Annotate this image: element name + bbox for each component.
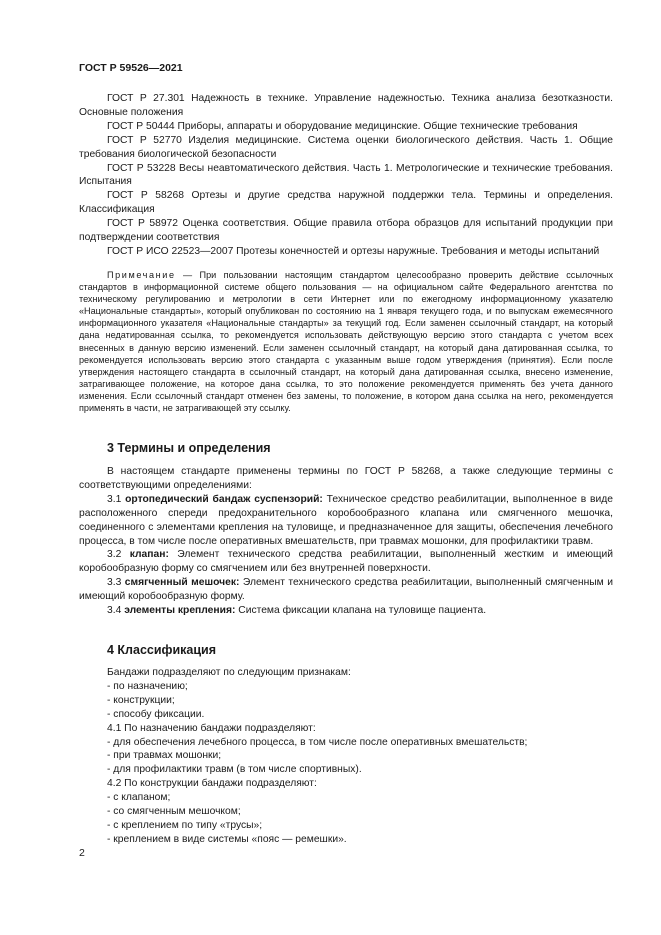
term-definition: 3.4 элементы крепления: Система фиксации клапана на туловище пациента. xyxy=(107,605,487,617)
list-item: - с креплением по типу «трусы»; xyxy=(107,819,263,831)
list-item: Бандажи подразделяют по следующим признакам: xyxy=(107,667,351,678)
list-item: - способу фиксации. xyxy=(107,708,205,720)
list-item: - при травмах мошонки; xyxy=(107,750,222,762)
document-code-header: ГОСТ Р 59526—2021 xyxy=(79,62,183,74)
section-4-heading: 4 Классификация xyxy=(107,643,217,657)
reference-item: ГОСТ Р 50444 Приборы, аппараты и оборудование медицинские. Общие технические требования xyxy=(107,120,578,132)
note-label: Примечание xyxy=(107,270,176,280)
section-3-heading: 3 Термины и определения xyxy=(107,441,271,455)
references-list xyxy=(79,92,613,259)
term-name: ортопедический бандаж суспензорий: xyxy=(125,493,323,505)
list-item: - конструкции; xyxy=(107,694,175,706)
reference-item: ГОСТ Р 27.301 Надежность в технике. Управление надежностью. Техника анализа безотказности. Основные положения xyxy=(79,93,613,118)
page-number: 2 xyxy=(79,847,85,859)
term-name: смягченный мешочек: xyxy=(124,577,240,589)
list-item: - для профилактики травм (в том числе спортивных). xyxy=(107,764,362,776)
term-name: клапан: xyxy=(129,549,169,561)
list-item: - креплением в виде системы «пояс — ремешки». xyxy=(107,833,347,845)
term-name: элементы крепления: xyxy=(124,605,236,617)
note-text: — При пользовании настоящим стандартом целесообразно проверить действие ссылочных стандартов в информационной системе общего пользования — на официальном сайте Федерального агентства по техническому регулированию и метрологии в сети Интернет или по ежегодному информационному указателю «Национальные стандарты», который опубликован по состоянию на 1 января текущего года, и по выпускам ежемесячного информационного указателя «Национальные стандарты» за текущий год. Если заменен ссылочный стандарт, на который дана недатированная ссылка, то рекомендуется использовать действующую версию этого стандарта с учетом всех внесенных в данную версию изменений. Если заменен ссылочный стандарт, на который дана датированная ссылка, то рекомендуется использовать версию этого стандарта с указанным выше годом утверждения (принятия). Если после утверждения настоящего стандарта в ссылочный стандарт, на который дана датированная ссылка, внесено изменение, затрагивающее положение, на которое дана ссылка, то это положение рекомендуется применять без учета данного изменения. Если ссылочный стандарт отменен без замены, то положение, в котором дана ссылка на него, рекомендуется применять в части, не затрагивающей эту ссылку. xyxy=(79,270,613,414)
section-3-intro: В настоящем стандарте применены термины по ГОСТ Р 58268, а также следующие термины с соответствующими определениями: xyxy=(79,466,613,491)
list-item: - для обеспечения лечебного процесса, в том числе после оперативных вмешательств; xyxy=(107,736,528,748)
list-item: - с клапаном; xyxy=(107,792,171,804)
term-definition: 3.1 ортопедический бандаж суспензорий: Техническое средство реабилитации, выполненное в виде расположенного спереди предохранительного коробообразного клапана или смягченного мешочка, соединенного с элементами крепления на туловище, и предназначенное для защиты, обеспечения лечебного процесса, в том числе после оперативных вмешательств, при травмах мошонки, для профилактики травм. xyxy=(79,493,613,547)
list-item: 4.1 По назначению бандажи подразделяют: xyxy=(107,722,316,734)
list-item: - по назначению; xyxy=(107,680,188,692)
list-item: - со смягченным мешочком; xyxy=(107,806,241,818)
section-4-body xyxy=(79,666,613,847)
reference-item: ГОСТ Р 58972 Оценка соответствия. Общие правила отбора образцов для испытаний продукции при подтверждении соответствия xyxy=(79,218,613,244)
list-item: 4.2 По конструкции бандажи подразделяют: xyxy=(107,778,317,790)
reference-item: ГОСТ Р 52770 Изделия медицинские. Система оценки биологического действия. Часть 1. Общие требования биологической безопасности xyxy=(79,134,613,160)
term-definition: 3.2 клапан: Элемент технического средства реабилитации, выполненный жестким и имеющий коробообразную форму со смягчением или без внутренней поверхности. xyxy=(79,549,613,575)
term-definition: 3.3 смягченный мешочек: Элемент технического средства реабилитации, выполненный смягченным и имеющий коробообразную форму. xyxy=(79,577,613,603)
note-paragraph xyxy=(79,269,613,414)
section-3-body xyxy=(79,465,613,618)
reference-item: ГОСТ Р 53228 Весы неавтоматического действия. Часть 1. Метрологические и технические требования. Испытания xyxy=(79,162,613,188)
reference-item: ГОСТ Р ИСО 22523—2007 Протезы конечностей и ортезы наружные. Требования и методы испытаний xyxy=(107,245,600,257)
reference-item: ГОСТ Р 58268 Ортезы и другие средства наружной поддержки тела. Термины и определения. Классификация xyxy=(79,190,613,216)
